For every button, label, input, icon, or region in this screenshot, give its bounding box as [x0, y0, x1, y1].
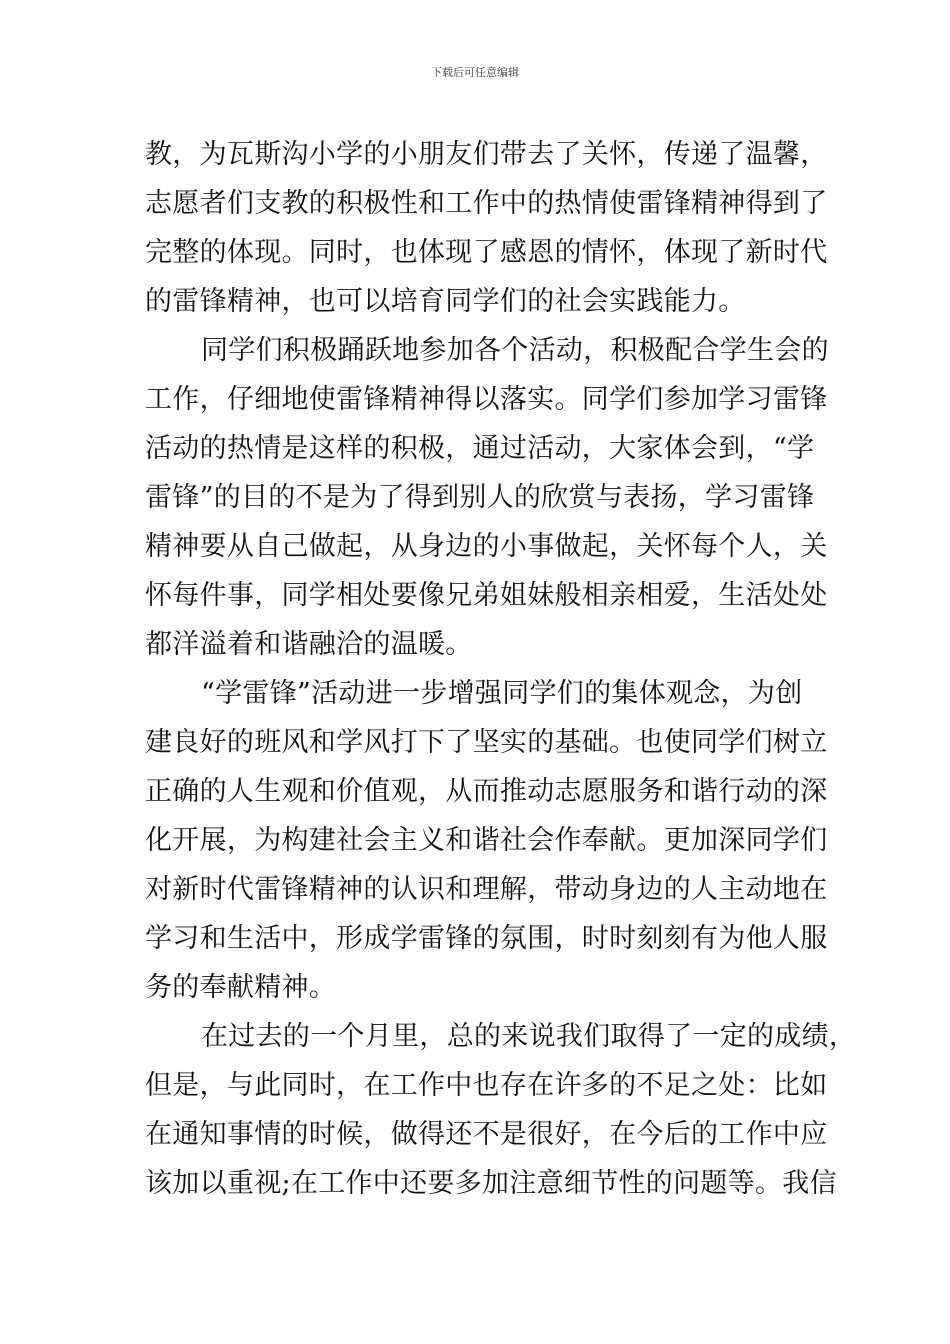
text-line: 建良好的班风和学风打下了坚实的基础。也使同学们树立 [145, 727, 828, 758]
text-line: 完整的体现。同时，也体现了感恩的情怀，体现了新时代 [145, 237, 828, 268]
text-line: 活动的热情是这样的积极，通过活动，大家体会到，“学 [145, 433, 815, 464]
text-line: 教，为瓦斯沟小学的小朋友们带去了关怀，传递了温馨， [145, 139, 828, 170]
text-line: 该加以重视;在工作中还要多加注意细节性的问题等。我信 [145, 1168, 837, 1199]
page-header-note: 下载后可任意编辑 [431, 66, 519, 79]
paragraph-start-line: 同学们积极踊跃地参加各个活动，积极配合学生会的 [201, 335, 829, 366]
document-body [145, 130, 857, 1208]
paragraph-start-line: “学雷锋”活动进一步增强同学们的集体观念，为创 [201, 678, 803, 709]
text-line: 怀每件事，同学相处要像兄弟姐妹般相亲相爱，生活处处 [145, 580, 828, 611]
text-line: 化开展，为构建社会主义和谐社会作奉献。更加深同学们 [145, 825, 828, 856]
text-line: 务的奉献精神。 [145, 972, 337, 1003]
text-line: 精神要从自己做起，从身边的小事做起，关怀每个人，关 [145, 531, 828, 562]
text-line: 志愿者们支教的积极性和工作中的热情使雷锋精神得到了 [145, 188, 828, 219]
text-line: 都洋溢着和谐融洽的温暖。 [145, 629, 473, 660]
text-line: 对新时代雷锋精神的认识和理解，带动身边的人主动地在 [145, 874, 828, 905]
text-line: 正确的人生观和价值观，从而推动志愿服务和谐行动的深 [145, 776, 828, 807]
text-line: 在通知事情的时候，做得还不是很好，在今后的工作中应 [145, 1119, 828, 1150]
text-line: 但是，与此同时，在工作中也存在许多的不足之处：比如 [145, 1070, 828, 1101]
text-line: 的雷锋精神，也可以培育同学们的社会实践能力。 [145, 286, 746, 317]
text-line: 学习和生活中，形成学雷锋的氛围，时时刻刻有为他人服 [145, 923, 828, 954]
paragraph-start-line: 在过去的一个月里，总的来说我们取得了一定的成绩， [201, 1021, 857, 1052]
text-line: 雷锋”的目的不是为了得到别人的欣赏与表扬，学习雷锋 [145, 482, 815, 513]
text-line: 工作，仔细地使雷锋精神得以落实。同学们参加学习雷锋 [145, 384, 828, 415]
